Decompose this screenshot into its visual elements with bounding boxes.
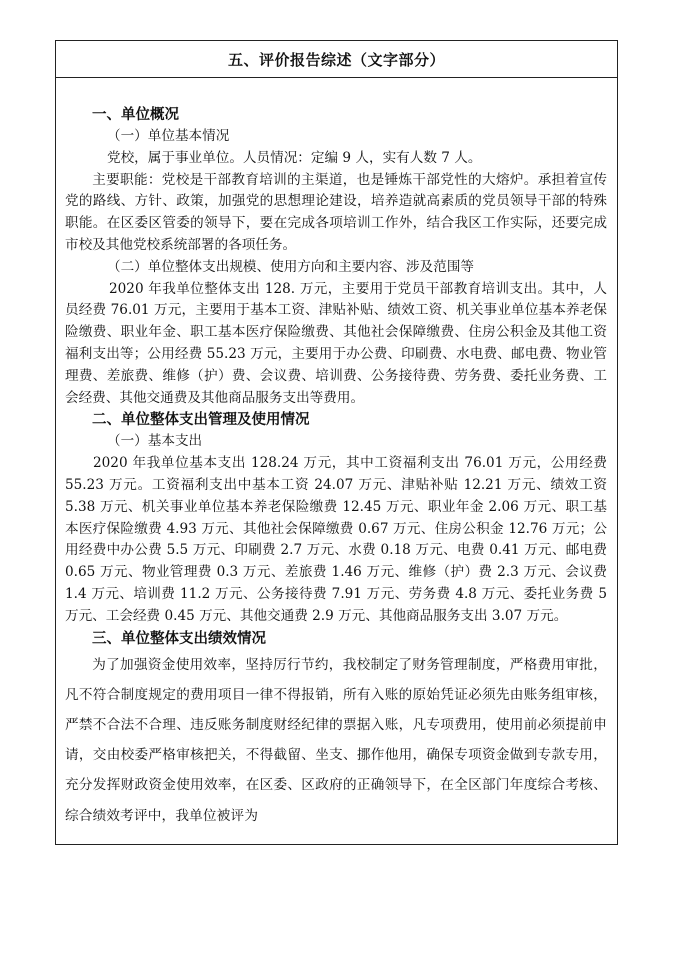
paragraph-basic-info: 党校，属于事业单位。人员情况：定编 9 人，实有人数 7 人。 — [107, 149, 482, 166]
paragraph-performance: 为了加强资金使用效率，坚持厉行节约，我校制定了财务管理制度，严格费用审批，凡不符合制度规定的费用项目一律不得报销，所有入账的原始凭证必须先由账务组审核，严禁不合法不合理、违反账务制度财经纪律的票据入账，凡专项费用，使用前必须提前申请，交由校委严格审核把关，不得截留、坐支、挪作他用，确保专项资金做到专款专用，充分发挥财政资金使用效率，在区委、区政府的正确领导下，在全区部门年度综合考核、综合绩效考评中，我单位被评为 — [65, 656, 607, 824]
paragraph-duties: 主要职能：党校是干部教育培训的主渠道，也是锤炼干部党性的大熔炉。承担着宣传党的路线、方针、政策，加强党的思想理论建设，培养造就高素质的党员领导干部的特殊职能。在区委区管委的领导下，要在完成各项培训工作外，结合我区工作实际，还要完成市校及其他党校系统部署的各项任务。 — [65, 171, 607, 253]
subheading-basic-info: （一）单位基本情况 — [107, 128, 230, 144]
section-heading-performance: 三、单位整体支出绩效情况 — [92, 630, 266, 647]
paragraph-basic-expenditure: 2020 年我单位基本支出 128.24 万元，其中工资福利支出 76.01 万元，公用经费 55.23 万元。工资福利支出中基本工资 24.07 万元、津贴补贴 12.21 万元、绩效工资 5.38 万元、机关事业单位基本养老保险缴费 12.45 万元、职业年金 2.06 万元、职工基本医疗保险缴费 4.93 万元、其他社会保障缴费 0.67 万元、住房公积金 12.76 万元；公用经费中办公费 5.5 万元、印刷费 2.7 万元、水费 0.18 万元、电费 0.41 万元、邮电费 0.65 万元、物业管理费 0.3 万元、差旅费 1.46 万元、维修（护）费 2.3 万元、会议费 1.4 万元、培训费 11.2 万元、公务接待费 7.91 万元、劳务费 4.8 万元、委托业务费 5 万元、工会经费 0.45 万元、其他交通费 2.9 万元、其他商品服务支出 3.07 万元。 — [65, 455, 607, 624]
report-table — [55, 40, 618, 845]
report-body — [56, 78, 617, 831]
subheading-expenditure-scale: （二）单位整体支出规模、使用方向和主要内容、涉及范围等 — [107, 258, 475, 275]
report-title: 五、评价报告综述（文字部分） — [56, 41, 617, 78]
paragraph-expenditure-scale: 2020 年我单位整体支出 128. 万元，主要用于党员干部教育培训支出。其中，人员经费 76.01 万元，主要用于基本工资、津贴补贴、绩效工资、机关事业单位基本养老保险缴费、职业年金、职工基本医疗保险缴费、其他社会保障缴费、住房公积金及其他工资福利支出等；公用经费 55.23 万元，主要用于办公费、印刷费、水电费、邮电费、物业管理费、差旅费、维修（护）费、会议费、培训费、公务接待费、劳务费、委托业务费、工会经费、其他交通费及其他商品服务支出等费用。 — [65, 280, 607, 406]
section-heading-management: 二、单位整体支出管理及使用情况 — [92, 412, 310, 429]
section-heading-overview: 一、单位概况 — [92, 107, 179, 123]
subheading-basic-expenditure: （一）基本支出 — [107, 433, 203, 450]
